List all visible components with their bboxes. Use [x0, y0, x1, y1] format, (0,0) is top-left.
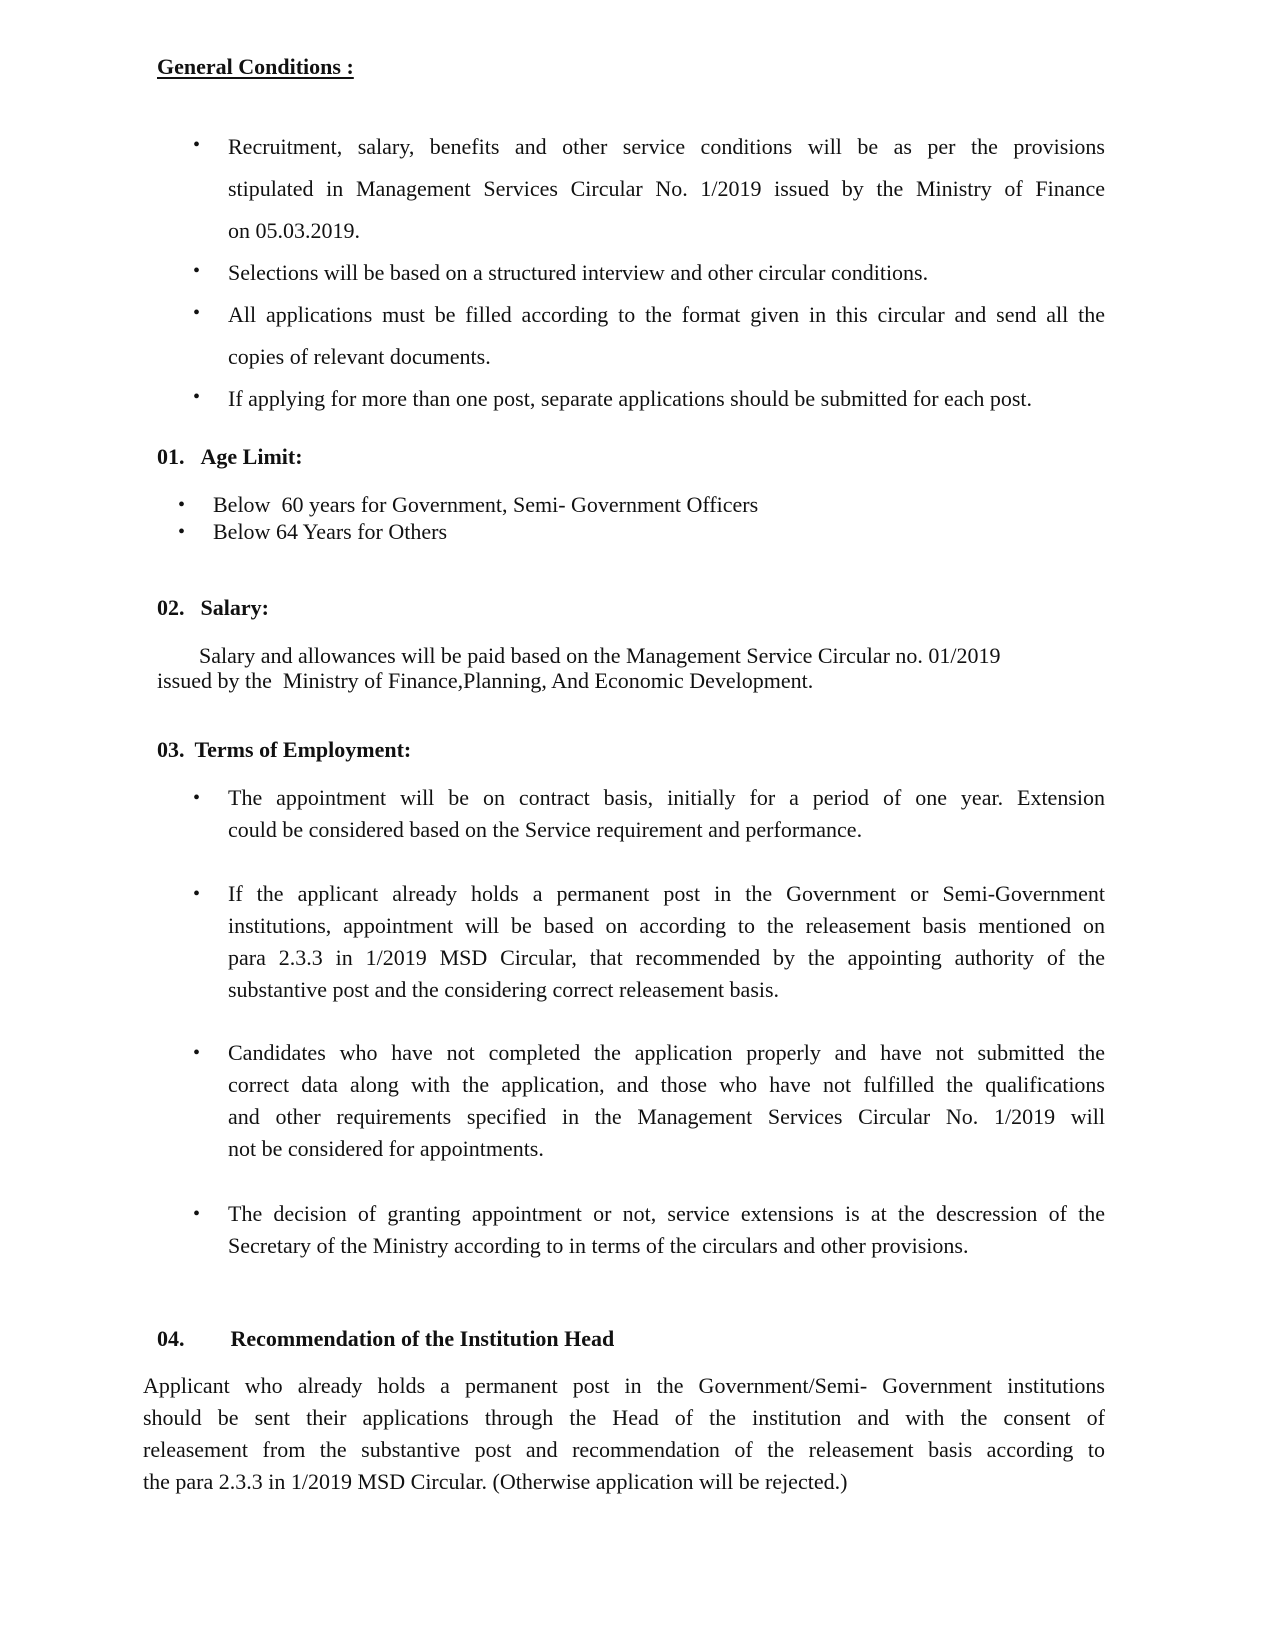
- general-item-4: If applying for more than one post, separate applications should be submitted for each post.: [228, 386, 1033, 411]
- terms-item-2: If the applicant already holds a permanent post in the Government or Semi-Government institutions, appointment will be based on according to the releasement basis mentioned on para 2.3.3 in 1/2019 MSD Circular, that recommended by the appointing authority of the substantive post and the considering correct releasement basis.: [228, 881, 1105, 1002]
- terms-item-3: Candidates who have not completed the application properly and have not submitted the correct data along with the application, and those who have not fulfilled the qualifications and other requirements specified in the Management Services Circular No. 1/2019 will not be considered for appointments.: [228, 1040, 1105, 1161]
- salary-heading: 02. Salary:: [157, 595, 269, 620]
- recommendation-paragraph: Applicant who already holds a permanent post in the Government/Semi- Government institutions should be sent their applications through the Head of the institution and with the consent of releasement from the substantive post and recommendation of the releasement basis according to the para 2.3.3 in 1/2019 MSD Circular. (Otherwise application will be rejected.): [143, 1373, 1105, 1494]
- bullet-icon: •: [193, 386, 201, 408]
- terms-heading: 03. Terms of Employment:: [157, 737, 412, 762]
- bullet-icon: •: [193, 1203, 201, 1225]
- bullet-icon: •: [193, 134, 201, 156]
- salary-line-1: Salary and allowances will be paid based on the Management Service Circular no. 01/2019: [199, 643, 1001, 668]
- general-item-3: All applications must be filled according to the format given in this circular and send all the copies of relevant documents.: [228, 302, 1105, 369]
- bullet-icon: •: [178, 494, 186, 516]
- bullet-icon: •: [193, 883, 201, 905]
- age-limit-item-1: Below 60 years for Government, Semi- Government Officers: [213, 492, 759, 517]
- age-limit-heading: 01. Age Limit:: [157, 444, 303, 469]
- bullet-icon: •: [193, 260, 201, 282]
- bullet-icon: •: [193, 1042, 201, 1064]
- general-conditions-heading: General Conditions :: [157, 54, 354, 79]
- recommendation-heading: 04. Recommendation of the Institution Head: [157, 1326, 615, 1351]
- terms-item-1: The appointment will be on contract basis, initially for a period of one year. Extension could be considered based on the Service requirement and performance.: [228, 785, 1105, 842]
- age-limit-item-2: Below 64 Years for Others: [213, 519, 448, 544]
- general-item-1: Recruitment, salary, benefits and other service conditions will be as per the provisions stipulated in Management Services Circular No. 1/2019 issued by the Ministry of Finance on 05.03.2019.: [228, 134, 1105, 243]
- bullet-icon: •: [193, 787, 201, 809]
- general-item-2: Selections will be based on a structured interview and other circular conditions.: [228, 260, 929, 285]
- salary-line-2: issued by the Ministry of Finance,Planning, And Economic Development.: [157, 668, 814, 693]
- terms-item-4: The decision of granting appointment or not, service extensions is at the descression of the Secretary of the Ministry according to in terms of the circulars and other provisions.: [228, 1201, 1105, 1258]
- bullet-icon: •: [193, 302, 201, 324]
- bullet-icon: •: [178, 521, 186, 543]
